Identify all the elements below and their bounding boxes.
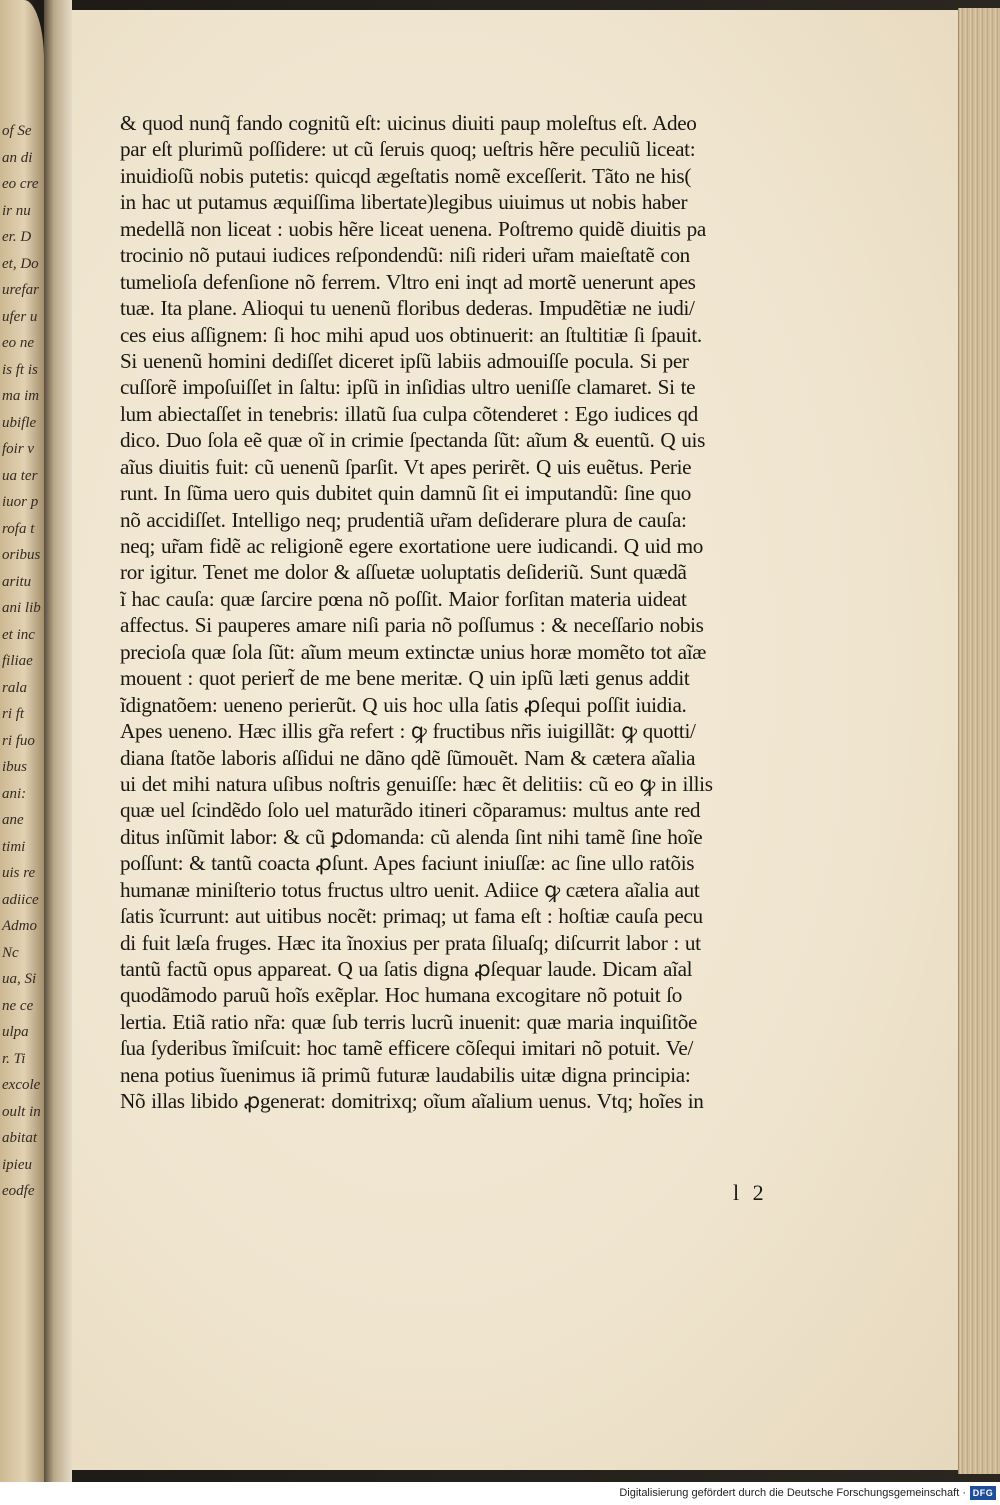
facing-page-fragment: ne ce (2, 997, 34, 1014)
facing-page-text (2, 0, 44, 1205)
text-line: nõ accidiſſet. Intelligo neq; prudentiã ur̃am deſiderare plura de cauſa: (120, 507, 687, 532)
facing-page-fragment: eodfe (2, 1183, 35, 1199)
text-line: ĩdignatõem: ueneno perierũt. Q uis hoc ulla ſatis ꝓſequi poſſit iuidia. (120, 692, 687, 717)
facing-page-fragment: r. Ti (2, 1050, 26, 1067)
facing-page-fragment: et, Do (2, 255, 39, 272)
facing-page-fragment: ulpa (2, 1024, 29, 1040)
facing-page-fragment: timi (2, 838, 26, 855)
facing-page-fragment: eo ne (2, 335, 35, 351)
facing-page-fragment: foir v (2, 441, 35, 457)
facing-page-fragment: oribus (2, 547, 41, 563)
text-line: par eſt plurimũ poſſidere: ut cũ ſeruis quoq; ueſtris hẽre peculiũ liceat: (120, 137, 696, 162)
text-line: & quod nunq̃ fando cognitũ eſt: uicinus diuiti paup moleſtus eſt. Adeo (120, 111, 697, 135)
text-line: dico. Duo ſola eẽ quæ oĩ in crimie ſpectanda ſũt: aĩum & euentũ. Q uis (120, 428, 705, 453)
footer-credit: Digitalisierung gefördert durch die Deutsche Forschungsgemeinschaft · (619, 1487, 966, 1499)
facing-page-fragment: excole (2, 1077, 41, 1093)
text-line: ditus inſũmit labor: & cũ ꝑdomanda: cũ alenda ſint nihi tamẽ ſine hoĩe (120, 824, 703, 849)
facing-page-fragment: oult in (2, 1103, 41, 1120)
book-gutter (44, 0, 72, 1482)
facing-page-fragment: Nc (2, 944, 19, 961)
text-line: ces eius aſſignem: ſi hoc mihi apud uos obtinuerit: an ſtultitiæ ſi ſpauit. (120, 322, 702, 347)
dfg-logo: DFG (970, 1486, 996, 1500)
facing-page-fragment: Admo (2, 918, 37, 934)
facing-page-fragment: ri ft (2, 706, 25, 722)
text-line: aĩus diuitis fuit: cũ uenenũ ſparſit. Vt apes perirẽt. Q uis euẽtus. Perie (120, 454, 692, 479)
facing-page-fragment: aritu (2, 573, 32, 590)
text-line: affectus. Si pauperes amare niſi paria nõ poſſumus : & neceſſario nobis (120, 613, 704, 638)
text-line: in hac ut putamus æquiſſima libertate)legibus uiuimus ut nobis haber (120, 190, 688, 215)
text-line: di fuit læſa fruges. Hæc ita ĩnoxius per prata ſiluaſq; diſcurrit labor : ut (120, 930, 701, 955)
facing-page-fragment: adiice (2, 891, 39, 908)
facing-page-fragment: iuor p (2, 494, 39, 510)
text-line: cuſſorẽ impoſuiſſet in ſaltu: ipſũ in inſidias ultro ueniſſe clamaret. Si te (120, 375, 696, 400)
page-text-block (120, 110, 810, 1115)
text-line: quæ uel ſcindẽdo ſolo uel maturãdo itineri cõparamus: multus ante red (120, 798, 701, 823)
text-line: lum abiectaſſet in tenebris: illatũ ſua culpa cõtenderet : Ego iudices qd (120, 401, 698, 426)
text-line: tantũ factũ opus appareat. Q ua ſatis digna ꝓſequar laude. Dicam aĩal (120, 957, 693, 981)
text-line: mouent : quot periert̃ de me bene meritæ. Q uin ipſũ læti genus addit (120, 666, 690, 691)
facing-page-fragment: ma im (2, 388, 40, 404)
text-line: ſua ſyderibus ĩmiſcuit: hoc tamẽ efficere cõſequi imitari nõ potuit. Ve/ (120, 1036, 693, 1061)
text-line: humanæ miniſterio totus fructus ultro uenit. Adiice ꝙ cætera aĩalia aut (120, 877, 700, 902)
text-line: Nõ illas libido ꝓgenerat: domitrixq; oĩum aĩalium uenus. Vtq; hoĩes in (120, 1089, 704, 1114)
text-line: poſſunt: & tantũ coacta ꝓſunt. Apes faciunt iniuſſæ: ac ſine ullo ratõis (120, 851, 695, 876)
text-line: Si uenenũ homini dediſſet diceret ipſũ labiis admouiſſe pocula. Si per (120, 348, 689, 373)
text-line: Apes ueneno. Hæc illis gr̃a refert : ꝙ fructibus nr̃is iuigillãt: ꝙ quotti/ (120, 719, 696, 744)
signature-mark: l 2 (733, 1180, 768, 1205)
facing-page-fragment: eo cre (2, 176, 39, 192)
facing-page-fragment: ipieu (2, 1156, 32, 1173)
facing-page-fragment: ibus (2, 759, 28, 775)
text-line: quodãmodo paruũ hoĩs exẽplar. Hoc humana excogitare nõ potuit ſo (120, 983, 683, 1008)
text-line: tuæ. Ita plane. Alioqui tu uenenũ floribus dederas. Impudẽtiæ ne iudi/ (120, 296, 695, 321)
text-line: ui det mihi natura uſibus noſtris genuiſſe: hæc ẽt delitiis: cũ eo ꝙ in illis (120, 771, 713, 796)
text-line: precioſa quæ ſola ſũt: aĩum meum extinctæ unius horæ momẽto tot aĩæ (120, 639, 707, 664)
facing-page-fragment: uis re (2, 865, 36, 881)
facing-page-fragment: ua ter (2, 467, 38, 484)
text-line: tumelioſa defenſione nõ ferrem. Vltro eni inqt ad mortẽ uenerunt apes (120, 269, 696, 294)
facing-page-fragment: rala (2, 679, 28, 696)
text-line: ĩ hac cauſa: quæ ſarcire pœna nõ poſſit. Maior forſitan materia uideat (120, 586, 687, 611)
facing-page-fragment: ri fuo (2, 732, 35, 749)
text-line: neq; ur̃am fidẽ ac religionẽ egere exortatione uere iudicandi. Q uid mo (120, 534, 704, 558)
facing-page-fragment: er. D (2, 229, 32, 245)
text-line: diana ſtatõe laboris aſſidui ne dãno qdẽ ſũmouẽt. Nam & cætera aĩalia (120, 745, 696, 770)
text-line: lertia. Etiã ratio nr̃a: quæ ſub terris lucrũ inuenit: quæ maria inquiſitõe (120, 1009, 698, 1034)
text-line: trocinio nõ putaui iudices reſpondendũ: niſi rideri ur̃am maieſtatẽ con (120, 243, 690, 268)
text-line: runt. In ſũma uero quis dubitet quin damnũ ſit ei imputandũ: ſine quo (120, 481, 692, 506)
facing-page-edge (0, 0, 44, 1482)
footer-bar (0, 1482, 1000, 1505)
text-line: inuidioſũ nobis putetis: quicqd ægeſtatis nomẽ exceſſerit. Tãto ne his( (120, 163, 692, 188)
facing-page-fragment: of Se (2, 123, 32, 139)
facing-page-fragment: is ft is (2, 361, 38, 378)
text-line: nena potius ĩuenimus iã primũ futuræ laudabilis uitæ digna principia: (120, 1062, 691, 1087)
facing-page-fragment: ani: (2, 785, 27, 802)
facing-page-fragment: urefar (2, 282, 39, 298)
facing-page-fragment: ir nu (2, 202, 31, 219)
facing-page-fragment: ua, Si (2, 971, 37, 987)
text-line: ſatis ĩcurrunt: aut uitibus nocẽt: primaq; ut fama eſt : hoſtiæ cauſa pecu (120, 904, 703, 929)
text-line: medellã non liceat : uobis hẽre liceat uenena. Poſtremo quidẽ diuitis pa (120, 216, 706, 241)
facing-page-fragment: ane (2, 812, 24, 828)
facing-page-fragment: et inc (2, 626, 35, 643)
facing-page-fragment: ubifle (2, 414, 37, 431)
facing-page-fragment: ufer u (2, 308, 38, 325)
facing-page-fragment: an di (2, 149, 33, 166)
facing-page-fragment: abitat (2, 1130, 38, 1146)
facing-page-fragment: filiae (2, 653, 33, 669)
text-line: ror igitur. Tenet me dolor & aſſuetæ uoluptatis deſideriũ. Sunt quædã (120, 560, 687, 585)
page-stack-edge (958, 8, 1000, 1474)
facing-page-fragment: ani lib (2, 600, 41, 616)
facing-page-fragment: rofa t (2, 520, 35, 537)
